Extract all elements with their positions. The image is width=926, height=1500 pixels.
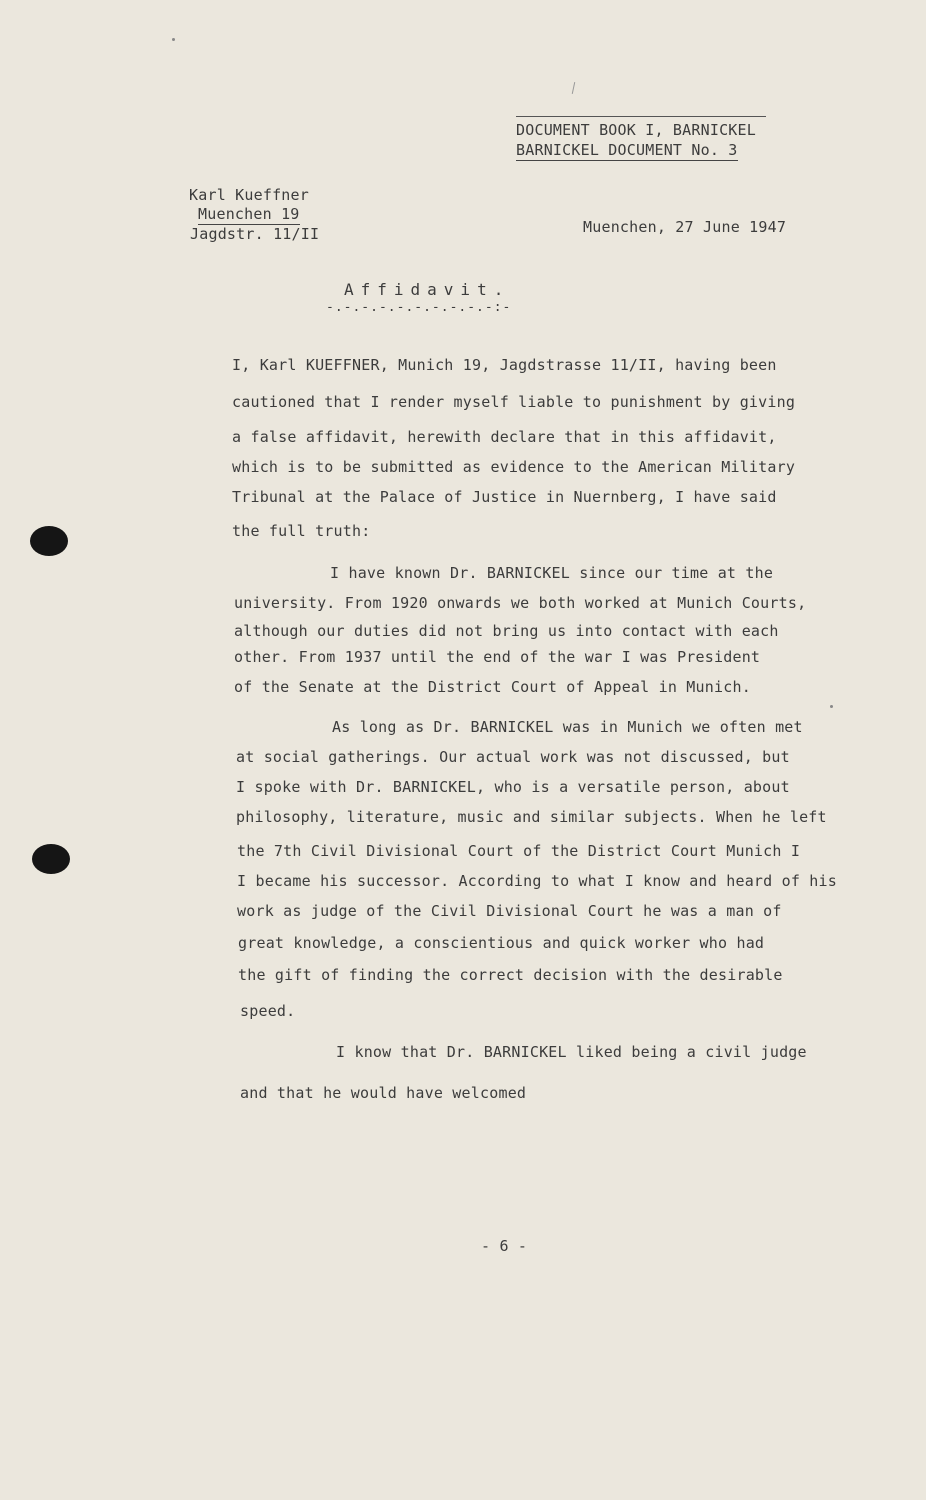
body-line: great knowledge, a conscientious and quick worker who had <box>238 934 765 952</box>
place-date: Muenchen, 27 June 1947 <box>583 218 787 236</box>
body-line: although our duties did not bring us into contact with each <box>234 622 779 640</box>
punch-hole <box>32 844 70 874</box>
body-line: speed. <box>240 1002 296 1020</box>
pencil-mark <box>572 82 575 94</box>
header-top-rule <box>516 116 766 117</box>
paper-speck <box>172 38 175 41</box>
body-line: I, Karl KUEFFNER, Munich 19, Jagdstrasse 11/II, having been <box>232 356 777 374</box>
body-line: As long as Dr. BARNICKEL was in Munich we often met <box>332 718 803 736</box>
body-line: and that he would have welcomed <box>240 1084 527 1102</box>
page-number: - 6 - <box>481 1237 528 1255</box>
body-line: the 7th Civil Divisional Court of the District Court Munich I <box>237 842 801 860</box>
body-line: I spoke with Dr. BARNICKEL, who is a versatile person, about <box>236 778 790 796</box>
body-line: at social gatherings. Our actual work was not discussed, but <box>236 748 790 766</box>
body-line: I have known Dr. BARNICKEL since our time at the <box>330 564 774 582</box>
body-line: a false affidavit, herewith declare that in this affidavit, <box>232 428 777 446</box>
sender-street: Jagdstr. 11/II <box>190 225 320 243</box>
title-rule: -.-.-.-.-.-.-.-.-.-:- <box>326 300 512 315</box>
document-number-label: BARNICKEL DOCUMENT No. 3 <box>516 141 738 159</box>
body-line: of the Senate at the District Court of Appeal in Munich. <box>234 678 751 696</box>
paper-speck <box>830 705 833 708</box>
document-book-label: DOCUMENT BOOK I, BARNICKEL <box>516 121 756 139</box>
body-line: I know that Dr. BARNICKEL liked being a civil judge <box>336 1043 807 1061</box>
body-line: work as judge of the Civil Divisional Court he was a man of <box>237 902 782 920</box>
body-line: the full truth: <box>232 522 371 540</box>
punch-hole <box>30 526 68 556</box>
body-line: I became his successor. According to what I know and heard of his <box>237 872 837 890</box>
document-title: Affidavit. <box>344 280 511 299</box>
sender-city: Muenchen 19 <box>198 205 300 223</box>
sender-name: Karl Kueffner <box>189 186 309 204</box>
body-line: cautioned that I render myself liable to punishment by giving <box>232 393 796 411</box>
body-line: the gift of finding the correct decision with the desirable <box>238 966 783 984</box>
body-line: university. From 1920 onwards we both worked at Munich Courts, <box>234 594 807 612</box>
body-line: Tribunal at the Palace of Justice in Nuernberg, I have said <box>232 488 777 506</box>
body-line: other. From 1937 until the end of the war I was President <box>234 648 761 666</box>
body-line: philosophy, literature, music and similar subjects. When he left <box>236 808 827 826</box>
body-line: which is to be submitted as evidence to the American Military <box>232 458 796 476</box>
